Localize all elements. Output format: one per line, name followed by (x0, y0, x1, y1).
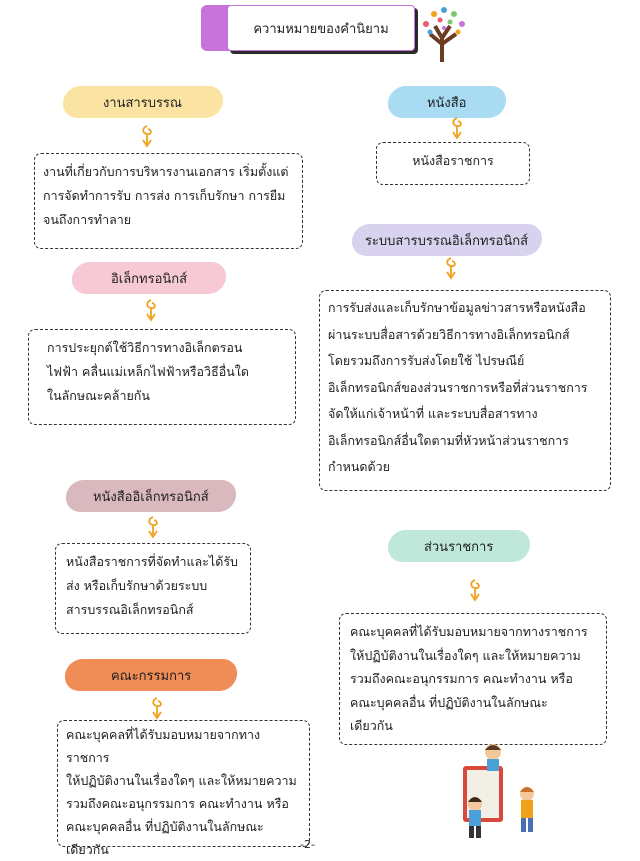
arrow-down-icon (468, 578, 482, 602)
heading-committee-label: คณะกรรมการ (110, 668, 192, 684)
definition-ngansarabun: งานที่เกี่ยวกับการบริหารงานเอกสาร เริ่มตั้งแต่ การจัดทำการรับ การส่ง การเก็บรักษา การยืม จนถึงการทำลาย (34, 153, 303, 249)
definition-agency: คณะบุคคลที่ได้รับมอบหมายจากทางราชการ ให้ปฏิบัติงานในเรื่องใดๆ และให้หมายความ รวมถึงคณะอนุกรรมการ คณะทำงาน หรือ คณะบุคคลอื่น ที่ปฏิบัติงานในลักษณะ เดียวกัน (339, 613, 607, 745)
heading-agency (386, 530, 531, 562)
arrow-down-icon (140, 124, 154, 148)
definition-electronic: การประยุกต์ใช้วิธีการทางอิเล็กตรอน ไฟฟ้า คลื่นแม่เหล็กไฟฟ้าหรือวิธีอื่นใด ในลักษณะคล้ายกัน (28, 329, 296, 425)
heading-document-label: หนังสือ (427, 95, 467, 111)
definition-committee: คณะบุคคลที่ได้รับมอบหมายจากทางราชการ ให้ปฏิบัติงานในเรื่องใดๆ และให้หมายความ รวมถึงคณะอนุกรรมการ คณะทำงาน หรือ คณะบุคคลอื่น ที่ปฏิบัติงานในลักษณะ เดียวกัน (57, 720, 310, 847)
heading-document (386, 86, 507, 118)
heading-electronic (70, 262, 227, 294)
page-number: -2- (300, 838, 315, 851)
tree-illustration-icon (418, 4, 470, 62)
children-reading-illustration-icon (455, 742, 545, 842)
heading-e-saraban-label: ระบบสารบรรณอิเล็กทรอนิกส์ (365, 233, 529, 249)
heading-e-document-label: หนังสืออิเล็กทรอนิกส์ (93, 489, 209, 505)
heading-ngansarabun-label: งานสารบรรณ (103, 95, 183, 111)
arrow-down-icon (146, 515, 160, 539)
definition-e-document: หนังสือราชการที่จัดทำและได้รับ ส่ง หรือเก็บรักษาด้วยระบบ สารบรรณอิเล็กทรอนิกส์ (55, 543, 251, 634)
definition-e-saraban: การรับส่งและเก็บรักษาข้อมูลข่าวสารหรือหนังสือ ผ่านระบบสื่อสารด้วยวิธีการทางอิเล็กทรอนิกส์ โดยรวมถึงการรับส่งโดยใช้ ไปรษณีย์ อิเล็กทรอนิกส์ของส่วนราชการหรือที่ส่วนราชการ จัดให้แก่เจ้าหน้าที่ และระบบสื่อสารทาง อิเล็กทรอนิกส์อื่นใดตามที่หัวหน้าส่วนราชการ กำหนดด้วย (319, 290, 611, 491)
arrow-down-icon (144, 298, 158, 322)
heading-agency-label: ส่วนราชการ (424, 539, 494, 555)
heading-e-saraban (350, 224, 543, 256)
heading-ngansarabun (61, 86, 224, 118)
definition-document: หนังสือราชการ (376, 142, 530, 185)
arrow-down-icon (150, 696, 164, 720)
page-title: ความหมายของคำนิยาม (227, 5, 415, 51)
arrow-down-icon (444, 256, 458, 280)
heading-electronic-label: อิเล็กทรอนิกส์ (110, 271, 188, 287)
heading-committee (63, 659, 238, 691)
arrow-down-icon (450, 116, 464, 140)
heading-e-document (64, 480, 237, 512)
title-banner (201, 5, 413, 51)
